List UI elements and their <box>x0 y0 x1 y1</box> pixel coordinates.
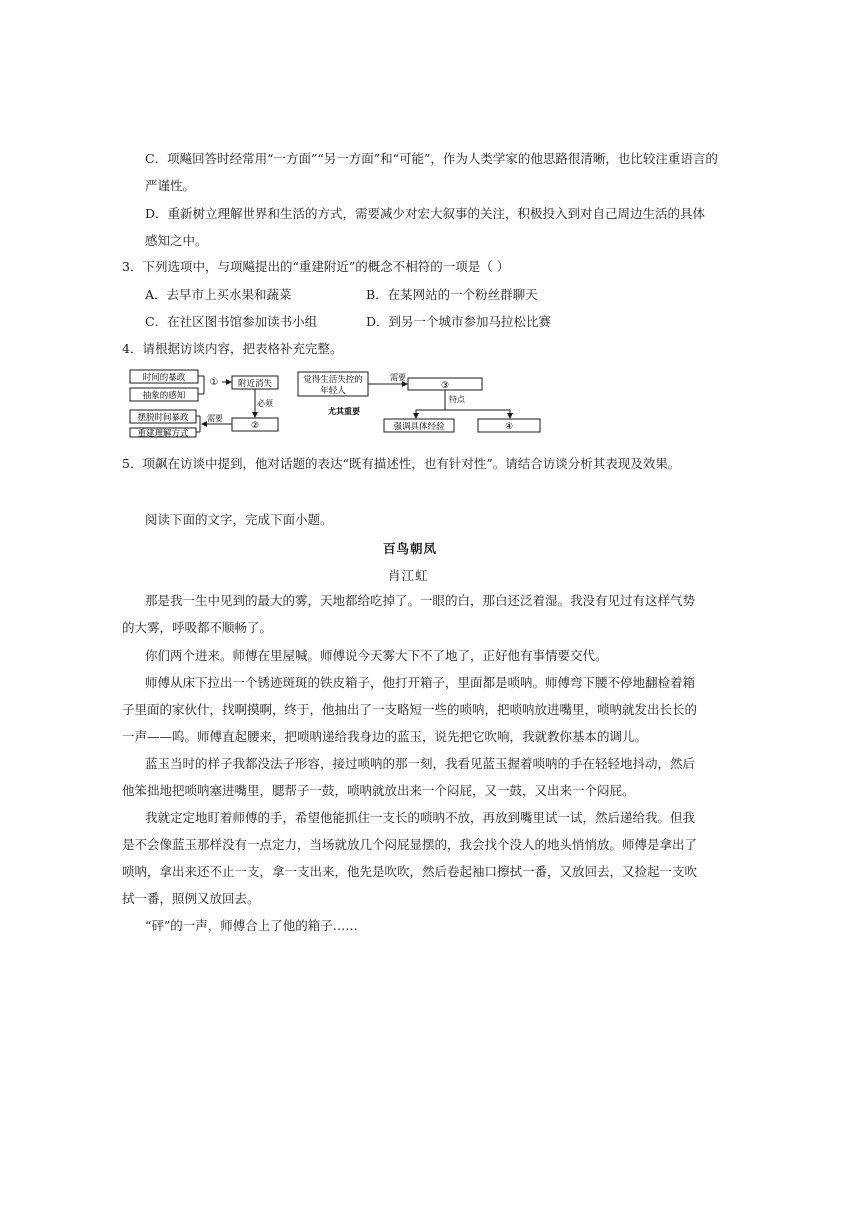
option-c-line2: 严谨性。 <box>145 178 196 193</box>
especially-label: 尤其重要 <box>328 407 360 416</box>
article-author: 肖江虹 <box>388 568 429 583</box>
box-rebuild-understanding-label: 重建理解方式 <box>137 429 189 438</box>
q3-option-c: C．在社区图书馆参加读书小组 <box>145 314 318 329</box>
blank-1-label: ① <box>209 377 219 388</box>
article-title: 百鸟朝凤 <box>383 541 438 556</box>
paragraph-5-line4: 拭一番，照例又放回去。 <box>122 891 260 906</box>
paragraph-2: 你们两个进来。师傅在里屋喊。师傅说今天雾大下不了地了，正好他有事情要交代。 <box>145 648 608 663</box>
box-abstract-perception-label: 抽象的感知 <box>142 391 186 401</box>
paragraph-1-line1: 那是我一生中见到的最大的雾，天地都给吃掉了。一眼的白，那白还泛着湿。我没有见过有这样气势 <box>145 593 696 608</box>
paragraph-3-line3: 一声——呜。师傅直起腰来，把唢呐递给我身边的蓝玉，说先把它吹响，我就教你基本的调儿。 <box>122 729 648 744</box>
q3-option-d: D．到另一个城市参加马拉松比赛 <box>366 314 552 329</box>
option-c-line1: C．项飚回答时经常用“一方面”“另一方面”和“可能”，作为人类学家的他思路很清晰，也比较注重语言的 <box>145 151 718 166</box>
youth-line2: 年轻人 <box>320 386 346 396</box>
paragraph-5-line1: 我就定定地盯着师傅的手，希望他能抓住一支长的唢呐不放，再放到嘴里试一试，然后递给我。但我 <box>145 810 696 825</box>
option-d-line2: 感知之中。 <box>145 233 208 248</box>
feature-label: 特点 <box>449 395 465 404</box>
paragraph-4-line2: 他笨拙地把唢呐塞进嘴里，腮帮子一鼓，唢呐就放出来一个闷屁，又一鼓，又出来一个闷屁。 <box>122 783 635 798</box>
need-left-label: 需要 <box>207 414 223 423</box>
need-right-label: 需要 <box>390 373 406 382</box>
blank-4-label: ④ <box>504 422 514 432</box>
box-disappear-label: 附近消失 <box>237 379 273 389</box>
blank-3-label: ③ <box>440 381 450 391</box>
box-escape-tyranny-label: 摆脱时间暴政 <box>137 413 189 423</box>
box-emphasize-label: 强调具体经验 <box>393 422 445 432</box>
paragraph-3-line1: 师傅从床下拉出一个锈迹斑斑的铁皮箱子，他打开箱子，里面都是唢呐。师傅弯下腰不停地翻检着箱 <box>145 675 696 690</box>
paragraph-5-line2: 是不会像蓝玉那样没有一点定力，当场就放几个闷屁显摆的，我会找个没人的地头悄悄放。师傅是拿出了 <box>122 837 698 852</box>
q5-stem: 5．项飙在访谈中提到，他对话题的表达“既有描述性，也有针对性”。请结合访谈分析其表现及效果。 <box>122 456 681 471</box>
concept-diagram <box>128 368 548 438</box>
q3-stem: 3．下列选项中，与项飚提出的“重建附近”的概念不相符的一项是（ ） <box>122 259 510 274</box>
box-time-tyranny-label: 时间的暴政 <box>142 373 186 383</box>
reading-intro: 阅读下面的文字，完成下面小题。 <box>145 512 333 527</box>
q3-option-a: A．去早市上买水果和蔬菜 <box>145 287 292 302</box>
q4-stem: 4．请根据访谈内容，把表格补充完整。 <box>122 341 343 356</box>
blank-2-label: ② <box>250 421 260 431</box>
paragraph-3-line2: 子里面的家伙什，找啊摸啊，终于，他抽出了一支略短一些的唢呐，把唢呐放进嘴里，唢呐就发出长长的 <box>122 702 698 717</box>
paragraph-6: “砰”的一声，师傅合上了他的箱子…… <box>145 918 358 933</box>
paragraph-1-line2: 的大雾，呼吸都不顺畅了。 <box>122 620 273 635</box>
must-label: 必须 <box>257 399 273 408</box>
q3-option-b: B．在某网站的一个粉丝群聊天 <box>366 287 538 302</box>
youth-line1: 觉得生活失控的 <box>303 375 363 385</box>
paragraph-4-line1: 蓝玉当时的样子我都没法子形容，接过唢呐的那一刻，我看见蓝玉握着唢呐的手在轻轻地抖动，然后 <box>145 756 696 771</box>
option-d-line1: D．重新树立理解世界和生活的方式，需要减少对宏大叙事的关注，积极投入到对自己周边生活的具体 <box>145 206 706 221</box>
paragraph-5-line3: 唢呐，拿出来还不止一支，拿一支出来，他先是吹吹，然后卷起袖口擦拭一番，又放回去，又捡起一支吹 <box>122 864 698 879</box>
